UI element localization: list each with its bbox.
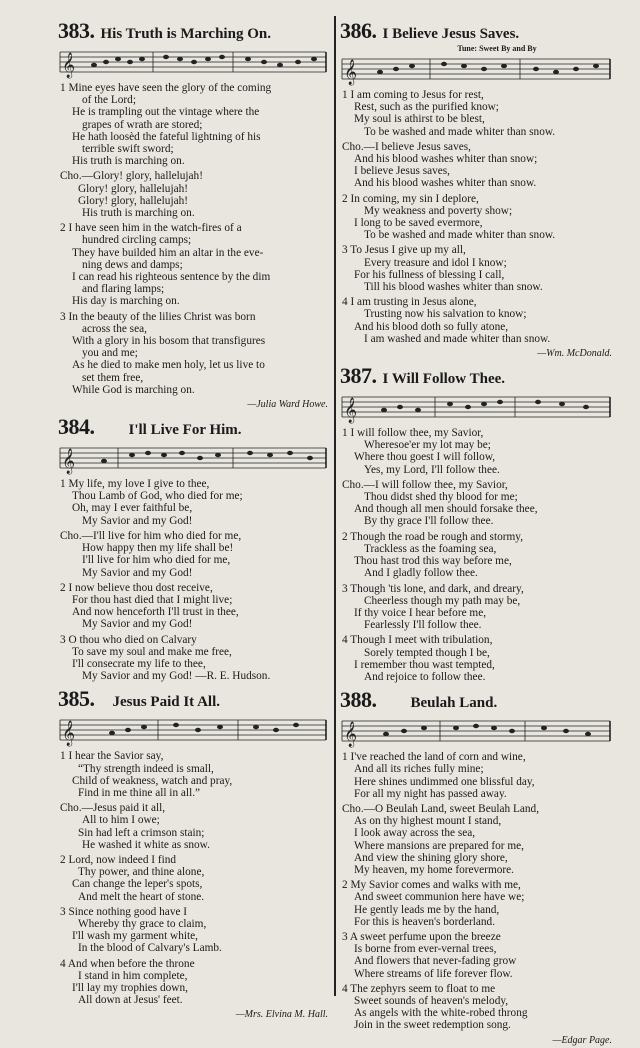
lyric-line: “Thy strength indeed is small, bbox=[78, 762, 214, 775]
lyric-line: My Savior and my God! —R. E. Hudson. bbox=[82, 670, 271, 683]
hymn-author: —Edgar Page. bbox=[552, 1034, 612, 1046]
svg-text:𝄞: 𝄞 bbox=[344, 721, 358, 747]
lyric-line: Where streams of life forever flow. bbox=[354, 967, 513, 980]
lyric-line: Cho.—I will follow thee, my Savior, bbox=[342, 478, 508, 491]
lyric-line: I stand in him complete, bbox=[78, 969, 188, 982]
lyric-line: For all my night has passed away. bbox=[354, 787, 507, 800]
right-column bbox=[340, 14, 614, 1048]
lyric-line: If thy voice I hear before me, bbox=[354, 606, 487, 619]
hymn-386 bbox=[340, 18, 614, 359]
lyric-line: To be washed and made whiter than snow. bbox=[364, 125, 556, 138]
lyric-line: To be washed and made whiter than snow. bbox=[364, 229, 556, 242]
stanza bbox=[340, 879, 614, 928]
lyric-line: Trackless as the foaming sea, bbox=[364, 542, 497, 555]
lyric-line: He washed it white as snow. bbox=[82, 838, 210, 851]
lyric-line: Thou didst shed thy blood for me; bbox=[364, 491, 518, 504]
lyric-line: 4 Though I meet with tribulation, bbox=[342, 634, 493, 647]
lyric-line: My Savior and my God! bbox=[82, 566, 193, 579]
lyric-line: Fearlessly I'll follow thee. bbox=[364, 619, 482, 632]
stanza bbox=[340, 751, 614, 800]
hymn-384 bbox=[58, 414, 330, 682]
lyric-line: Every treasure and idol I know; bbox=[364, 256, 507, 269]
hymn-number: 384. bbox=[58, 414, 95, 440]
lyric-line: While God is marching on. bbox=[72, 383, 195, 396]
lyric-line: I'll wash my garment white, bbox=[72, 930, 198, 943]
lyric-line: All down at Jesus' feet. bbox=[78, 994, 183, 1007]
lyric-line: 1 I am coming to Jesus for rest, bbox=[342, 89, 484, 101]
svg-text:𝄞: 𝄞 bbox=[344, 59, 358, 84]
lyric-line: Cho.—I'll live for him who died for me, bbox=[60, 529, 242, 542]
lyric-line: I remember thou wast tempted, bbox=[354, 658, 495, 671]
lyric-line: I am washed and made whiter than snow. bbox=[364, 332, 551, 345]
lyric-line: 2 I have seen him in the watch-fires of a bbox=[60, 222, 242, 235]
hymn-title: Jesus Paid It All. bbox=[112, 694, 221, 711]
hymn-number: 388. bbox=[340, 687, 377, 713]
lyric-line: I can read his righteous sentence by the dim bbox=[72, 271, 271, 284]
lyric-line: and flaring lamps; bbox=[82, 283, 165, 296]
music-staff bbox=[58, 714, 328, 748]
lyric-line: 2 Lord, now indeed I find bbox=[60, 853, 177, 866]
stanza bbox=[340, 193, 614, 242]
lyric-line: terrible swift sword; bbox=[82, 143, 174, 156]
lyric-line: As on thy highest mount I stand, bbox=[354, 815, 502, 828]
lyric-line: Is borne from ever-vernal trees, bbox=[354, 943, 497, 956]
lyric-line: Cho.—I believe Jesus saves, bbox=[342, 140, 471, 153]
lyric-line: He is trampling out the vintage where the bbox=[72, 106, 260, 119]
lyric-line: Trusting now his salvation to know; bbox=[364, 308, 527, 321]
hymn-number: 387. bbox=[340, 363, 377, 389]
lyric-line: How happy then my life shall be! bbox=[82, 542, 234, 555]
lyric-line: 3 O thou who died on Calvary bbox=[60, 633, 197, 646]
lyric-line: My Savior and my God! bbox=[82, 618, 193, 631]
lyric-line: 1 I will follow thee, my Savior, bbox=[342, 427, 484, 440]
lyric-line: Wheresoe'er my lot may be; bbox=[364, 439, 491, 452]
lyric-line: I long to be saved evermore, bbox=[354, 217, 483, 230]
lyric-line: across the sea, bbox=[82, 322, 147, 335]
music-staff bbox=[58, 442, 328, 476]
lyric-line: For this is heaven's borderland. bbox=[354, 915, 496, 928]
lyric-line: And sweet communion here have we; bbox=[354, 891, 525, 904]
lyric-line: And his blood doth so fully atone, bbox=[354, 320, 509, 333]
lyric-line: In the blood of Calvary's Lamb. bbox=[78, 942, 222, 955]
svg-text:𝄞: 𝄞 bbox=[344, 397, 358, 423]
lyric-line: Oh, may I ever faithful be, bbox=[72, 502, 193, 515]
lyric-line: 2 In coming, my sin I deplore, bbox=[342, 192, 479, 205]
lyric-line: 3 A sweet perfume upon the breeze bbox=[342, 930, 501, 943]
tune-name: Tune: Sweet By and By bbox=[457, 44, 537, 53]
lyric-line: Can change the leper's spots, bbox=[72, 878, 203, 891]
chorus bbox=[340, 141, 614, 190]
lyric-line: 3 In the beauty of the lilies Christ was born bbox=[60, 310, 256, 323]
lyric-line: Rest, such as the purified know; bbox=[354, 101, 499, 114]
stanza bbox=[58, 311, 330, 396]
lyric-line: And flowers that never-fading grow bbox=[354, 955, 517, 968]
lyric-line: His truth is marching on. bbox=[72, 155, 185, 168]
lyric-line: Cho.—O Beulah Land, sweet Beulah Land, bbox=[342, 802, 540, 815]
lyric-line: And view the shining glory shore, bbox=[354, 851, 508, 864]
hymn-author: —Wm. McDonald. bbox=[537, 348, 612, 360]
lyric-line: For thou hast died that I might live; bbox=[72, 593, 233, 606]
stanza bbox=[58, 854, 330, 903]
lyric-line: For his fullness of blessing I call, bbox=[354, 268, 505, 281]
lyric-line: I believe Jesus saves, bbox=[354, 165, 450, 178]
lyric-line: Find in me thine all in all.” bbox=[78, 786, 201, 799]
lyric-line: 4 I am trusting in Jesus alone, bbox=[342, 296, 477, 309]
hymn-number: 386. bbox=[340, 18, 377, 43]
lyric-line: Where thou goest I will follow, bbox=[354, 451, 496, 464]
lyric-line: 4 The zephyrs seem to float to me bbox=[342, 982, 496, 995]
lyric-line: Here shines undimmed one blissful day, bbox=[354, 775, 535, 788]
stanza bbox=[340, 931, 614, 980]
lyric-line: Sorely tempted though I be, bbox=[364, 646, 490, 659]
lyric-line: 2 My Savior comes and walks with me, bbox=[342, 879, 521, 892]
music-staff bbox=[340, 391, 612, 425]
lyric-line: Where mansions are prepared for me, bbox=[354, 839, 524, 852]
lyric-line: 4 And when before the throne bbox=[60, 957, 195, 970]
lyric-line: He hath loosèd the fateful lightning of his bbox=[72, 130, 261, 143]
stanza bbox=[58, 478, 330, 527]
column-divider bbox=[334, 16, 336, 996]
lyric-line: 3 Though 'tis lone, and dark, and dreary, bbox=[342, 582, 524, 595]
svg-text:𝄞: 𝄞 bbox=[62, 52, 76, 77]
hymn-number: 383. bbox=[58, 18, 95, 43]
lyric-line: 2 I now believe thou dost receive, bbox=[60, 581, 213, 594]
hymn-title: Beulah Land. bbox=[410, 695, 498, 712]
svg-text:𝄞: 𝄞 bbox=[62, 720, 76, 746]
lyric-line: set them free, bbox=[82, 371, 144, 384]
stanza bbox=[340, 634, 614, 683]
left-column bbox=[58, 14, 330, 1022]
chorus bbox=[58, 530, 330, 579]
lyric-line: Sweet sounds of heaven's melody, bbox=[354, 994, 509, 1007]
music-staff bbox=[340, 715, 612, 749]
lyric-line: Cho.—Jesus paid it all, bbox=[60, 802, 166, 815]
hymn-title: I Will Follow Thee. bbox=[382, 371, 506, 388]
lyric-line: I'll live for him who died for me, bbox=[82, 554, 231, 567]
stanza bbox=[340, 427, 614, 476]
lyric-line: 3 Since nothing good have I bbox=[60, 905, 188, 918]
lyric-line: 1 Mine eyes have seen the glory of the coming bbox=[60, 82, 272, 94]
hymn-author: —Julia Ward Howe. bbox=[247, 399, 328, 411]
lyric-line: Child of weakness, watch and pray, bbox=[72, 774, 233, 787]
stanza bbox=[58, 222, 330, 307]
lyric-line: As angels with the white-robed throng bbox=[354, 1007, 528, 1020]
lyric-line: Whereby thy grace to claim, bbox=[78, 917, 207, 930]
lyric-line: 3 To Jesus I give up my all, bbox=[342, 244, 466, 257]
lyric-line: Sin had left a crimson stain; bbox=[78, 826, 205, 839]
lyric-line: of the Lord; bbox=[82, 94, 136, 107]
lyric-line: All to him I owe; bbox=[82, 814, 160, 827]
hymn-number: 385. bbox=[58, 686, 95, 712]
lyric-line: I'll lay my trophies down, bbox=[72, 981, 188, 994]
lyric-line: Yes, my Lord, I'll follow thee. bbox=[364, 463, 500, 476]
lyric-line: Glory! glory, hallelujah! bbox=[78, 182, 189, 195]
hymn-title: I Believe Jesus Saves. bbox=[382, 26, 520, 42]
lyric-line: My soul is athirst to be blest, bbox=[354, 113, 485, 126]
lyric-line: Thy power, and thine alone, bbox=[78, 866, 205, 879]
lyric-line: To save my soul and make me free, bbox=[72, 645, 232, 658]
chorus bbox=[58, 802, 330, 851]
lyric-line: you and me; bbox=[82, 347, 138, 360]
lyric-line: Thou hast trod this way before me, bbox=[354, 555, 512, 568]
stanza bbox=[58, 634, 330, 683]
hymn-title: His Truth is Marching On. bbox=[100, 26, 271, 42]
lyric-line: And all its riches fully mine; bbox=[354, 763, 484, 776]
lyric-line: Cho.—Glory! glory, hallelujah! bbox=[60, 170, 203, 183]
hymn-stanzas bbox=[58, 82, 330, 396]
chorus bbox=[340, 803, 614, 876]
hymn-388 bbox=[340, 687, 614, 1045]
lyric-line: His day is marching on. bbox=[72, 295, 180, 308]
stanza bbox=[340, 89, 614, 138]
lyric-line: My weakness and poverty show; bbox=[364, 204, 513, 217]
lyric-line: Glory! glory, hallelujah! bbox=[78, 194, 189, 207]
lyric-line: And melt the heart of stone. bbox=[78, 890, 205, 903]
chorus bbox=[58, 170, 330, 219]
lyric-line: 1 My life, my love I give to thee, bbox=[60, 478, 210, 491]
stanza bbox=[340, 296, 614, 345]
lyric-line: And now henceforth I'll trust in thee, bbox=[72, 606, 239, 619]
music-staff bbox=[340, 53, 612, 87]
lyric-line: And his blood washes whiter than snow; bbox=[354, 153, 538, 166]
stanza bbox=[58, 582, 330, 631]
stanza bbox=[58, 82, 330, 167]
lyric-line: 2 Though the road be rough and stormy, bbox=[342, 530, 524, 543]
lyric-line: I'll consecrate my life to thee, bbox=[72, 657, 206, 670]
lyric-line: Cheerless though my path may be, bbox=[364, 594, 521, 607]
music-staff bbox=[58, 46, 328, 80]
lyric-line: 1 I hear the Savior say, bbox=[60, 750, 164, 763]
hymn-387 bbox=[340, 363, 614, 683]
lyric-line: With a glory in his bosom that transfigures bbox=[72, 335, 266, 348]
stanza bbox=[340, 244, 614, 293]
hymn-385 bbox=[58, 686, 330, 1020]
stanza bbox=[340, 531, 614, 580]
lyric-line: He gently leads me by the hand, bbox=[354, 903, 500, 916]
lyric-line: grapes of wrath are stored; bbox=[82, 118, 203, 131]
lyric-line: hundred circling camps; bbox=[82, 234, 192, 247]
chorus bbox=[340, 479, 614, 528]
lyric-line: ning dews and damps; bbox=[82, 258, 183, 271]
lyric-line: They have builded him an altar in the eve- bbox=[72, 246, 264, 259]
svg-text:𝄞: 𝄞 bbox=[62, 448, 76, 474]
lyric-line: As he died to make men holy, let us live to bbox=[72, 359, 265, 372]
lyric-line: And though all men should forsake thee, bbox=[354, 503, 538, 516]
lyric-line: 1 I've reached the land of corn and wine, bbox=[342, 751, 526, 764]
lyric-line: Join in the sweet redemption song. bbox=[354, 1019, 511, 1032]
lyric-line: Thou Lamb of God, who died for me; bbox=[72, 490, 243, 503]
lyric-line: My heaven, my home forevermore. bbox=[354, 863, 514, 876]
stanza bbox=[340, 583, 614, 632]
lyric-line: And I gladly follow thee. bbox=[364, 567, 478, 580]
lyric-line: His truth is marching on. bbox=[82, 207, 195, 220]
lyric-line: Till his blood washes whiter than snow. bbox=[364, 281, 543, 294]
stanza bbox=[58, 906, 330, 955]
lyric-line: My Savior and my God! bbox=[82, 514, 193, 527]
hymn-author: —Mrs. Elvina M. Hall. bbox=[235, 1009, 328, 1021]
stanza bbox=[58, 958, 330, 1007]
lyric-line: And rejoice to follow thee. bbox=[364, 670, 486, 683]
lyric-line: By thy grace I'll follow thee. bbox=[364, 515, 494, 528]
hymn-383 bbox=[58, 18, 330, 410]
stanza bbox=[340, 983, 614, 1032]
lyric-line: And his blood washes whiter than snow. bbox=[354, 177, 537, 190]
hymn-title: I'll Live For Him. bbox=[128, 422, 242, 439]
lyric-line: I look away across the sea, bbox=[354, 827, 476, 840]
stanza bbox=[58, 750, 330, 799]
